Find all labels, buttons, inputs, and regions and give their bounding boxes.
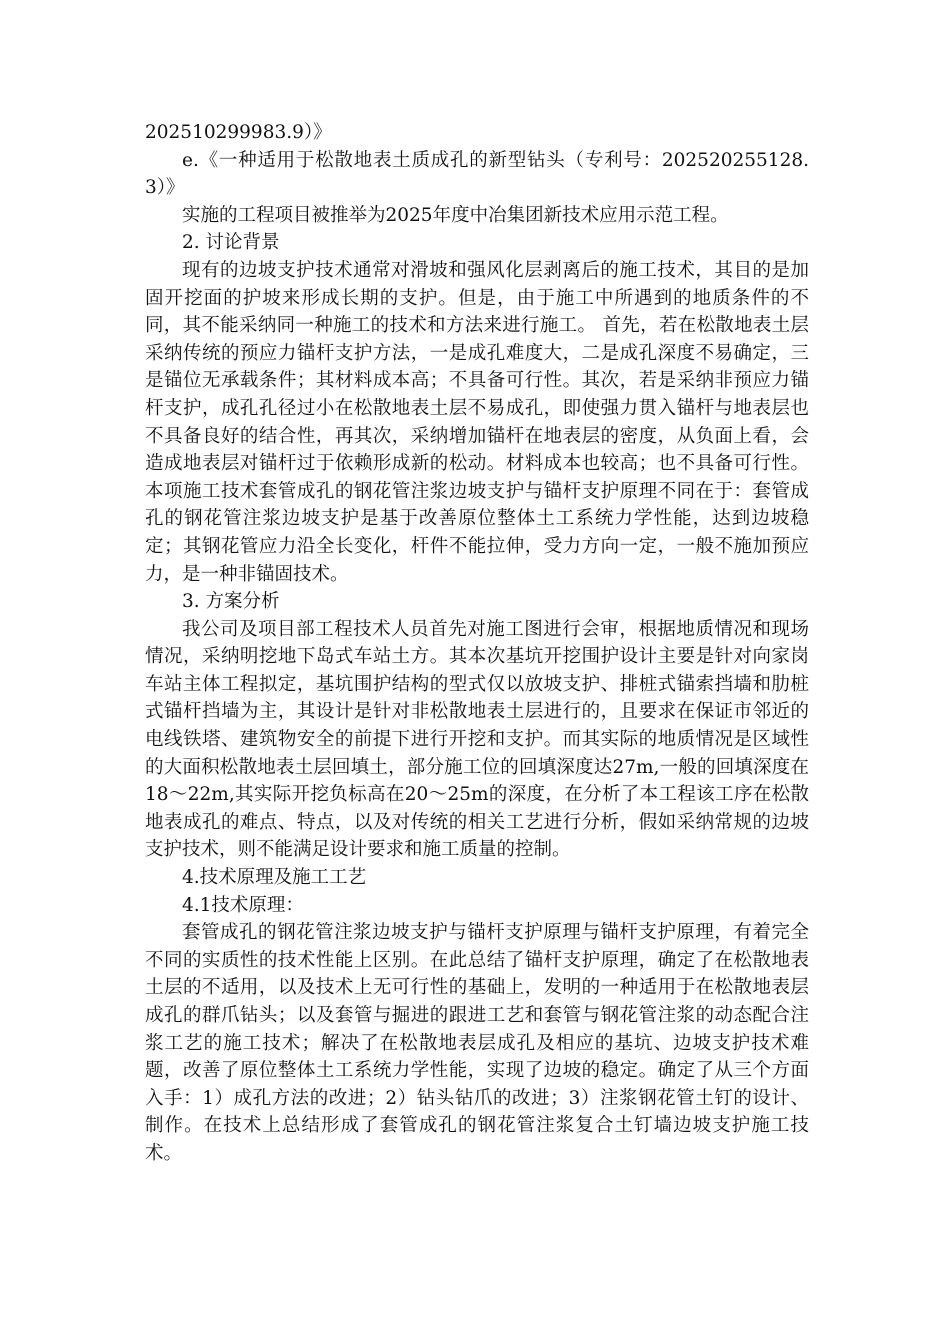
paragraph-principle: 套管成孔的钢花管注浆边坡支护与锚杆支护原理与锚杆支护原理，有着完全不同的实质性的技术性能上区别。在此总结了锚杆支护原理，确定了在松散地表土层的不适用，以及技术上无可行性的基础上，发明的一种适用于在松散地表层成孔的群爪钻头；以及套管与掘进的跟进工艺和套管与钢花管注浆的动态配合注浆工艺的施工技术；解决了在松散地表层成孔及相应的基坑、边坡支护技术难题，改善了原位整体土工系统力学性能，实现了边坡的稳定。确定了从三个方面入手：1）成孔方法的改进；2）钻头钻爪的改进；3）注浆钢花管土钉的设计、制作。在技术上总结形成了套管成孔的钢花管注浆复合土钉墙边坡支护施工技术。 (145, 922, 809, 1164)
section-heading-analysis: 3. 方案分析 (182, 591, 280, 613)
section-heading-background: 2. 讨论背景 (182, 232, 280, 254)
document-page (145, 119, 809, 1168)
section-heading-principle-process: 4.技术原理及施工工艺 (182, 867, 367, 889)
subsection-heading-principle: 4.1技术原理： (182, 894, 304, 916)
paragraph-demonstration-project: 实施的工程项目被推举为2025年度中冶集团新技术应用示范工程。 (182, 204, 729, 226)
paragraph-patent-number-continuation: 202510299983.9）》 (145, 122, 332, 143)
paragraph-analysis: 我公司及项目部工程技术人员首先对施工图进行会审，根据地质情况和现场情况，采纳明挖地下岛式车站土方。其本次基坑开挖围护设计主要是针对向家岗车站主体工程拟定，基坑围护结构的型式仅以放坡支护、排桩式锚索挡墙和肋桩式锚杆挡墙为主，其设计是针对非松散地表土层进行的，且要求在保证市邻近的电线铁塔、建筑物安全的前提下进行开挖和支护。而其实际的地质情况是区域性的大面积松散地表土层回填土，部分施工位的回填深度达27m,一般的回填深度在18～22m,其实际开挖负标高在20～25m的深度，在分析了本工程该工序在松散地表成孔的难点、特点，以及对传统的相关工艺进行分析，假如采纳常规的边坡支护技术，则不能满足设计要求和施工质量的控制。 (145, 618, 809, 861)
paragraph-patent-e: e.《一种适用于松散地表土质成孔的新型钻头（专利号：202520255128.3）》 (145, 149, 809, 199)
paragraph-background: 现有的边坡支护技术通常对滑坡和强风化层剥离后的施工技术，其目的是加固开挖面的护坡来形成长期的支护。但是，由于施工中所遇到的地质条件的不同，其不能采纳同一种施工的技术和方法来进行施工。 首先，若在松散地表土层采纳传统的预应力锚杆支护方法，一是成孔难度大，二是成孔深度不易确定，三是锚位无承载条件；其材料成本高；不具备可行性。其次，若是采纳非预应力锚杆支护，成孔孔径过小在松散地表土层不易成孔，即使强力贯入锚杆与地表层也不具备良好的结合性，再其次，采纳增加锚杆在地表层的密度，从负面上看，会造成地表层对锚杆过于依赖形成新的松动。材料成本也较高；也不具备可行性。本项施工技术套管成孔的钢花管注浆边坡支护与锚杆支护原理不同在于：套管成孔的钢花管注浆边坡支护是基于改善原位整体土工系统力学性能，达到边坡稳定；其钢花管应力沿全长变化，杆件不能拉伸，受力方向一定，一般不施加预应力，是一种非锚固技术。 (145, 259, 809, 585)
